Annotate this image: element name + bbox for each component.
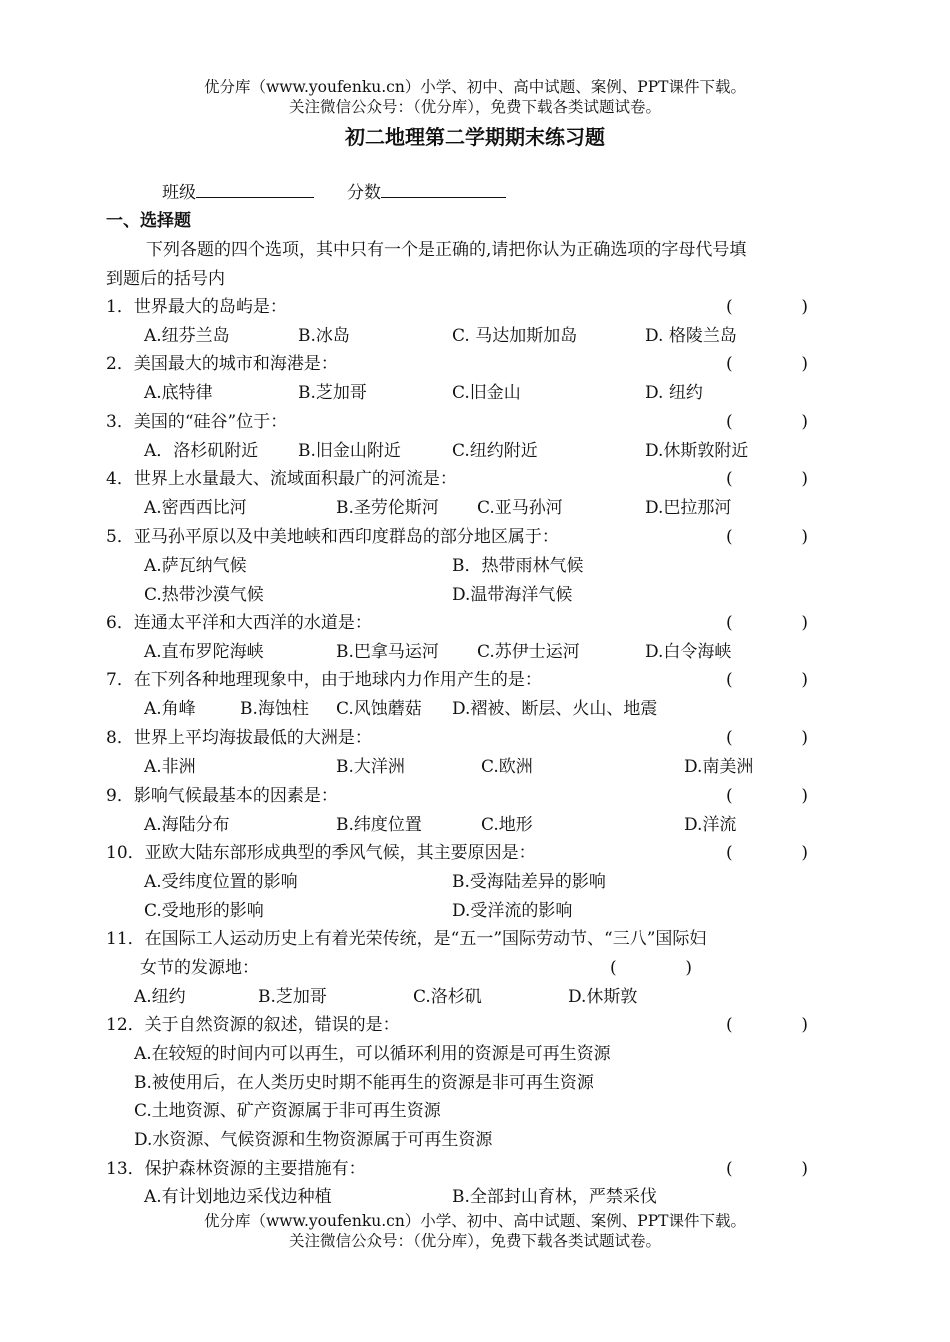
option-c: C.洛杉矶 xyxy=(413,987,482,1007)
option-c: C.热带沙漠气候 xyxy=(144,585,264,605)
option-d: D.巴拉那河 xyxy=(645,498,732,518)
question-stem: 13．保护森林资源的主要措施有： xyxy=(106,1159,366,1179)
question-stem: 7．在下列各种地理现象中，由于地球内力作用产生的是： xyxy=(106,670,542,690)
option-a: A.纽芬兰岛 xyxy=(144,326,230,346)
score-field xyxy=(347,181,506,204)
option-a: A.非洲 xyxy=(144,757,196,777)
option-b: B．热带雨林气候 xyxy=(452,556,584,576)
option-d: D.南美洲 xyxy=(684,757,754,777)
option-d: D.休斯敦 xyxy=(568,987,638,1007)
option-b: B.纬度位置 xyxy=(336,815,422,835)
option-b: B.全部封山育林，严禁采伐 xyxy=(452,1187,657,1207)
option-a: A.海陆分布 xyxy=(144,815,230,835)
option-b: B.大洋洲 xyxy=(336,757,405,777)
option-b: B.圣劳伦斯河 xyxy=(336,498,439,518)
option-a: A.角峰 xyxy=(144,699,196,719)
option-c: C.土地资源、矿产资源属于非可再生资源 xyxy=(134,1101,441,1121)
option-d: D.水资源、气候资源和生物资源属于可再生资源 xyxy=(134,1130,493,1150)
question-stem: 1．世界最大的岛屿是： xyxy=(106,297,287,317)
question-stem: 8．世界上平均海拔最低的大洲是： xyxy=(106,728,372,748)
score-label: 分数 xyxy=(347,183,381,203)
section-heading: 一、选择题 xyxy=(106,211,191,231)
option-a: A.纽约 xyxy=(134,987,186,1007)
header-line-1: 优分库（www.youfenku.cn）小学、初中、高中试题、案例、PPT课件下载。 xyxy=(203,78,747,96)
option-a: A.直布罗陀海峡 xyxy=(144,642,264,662)
page-title: 初二地理第二学期期末练习题 xyxy=(345,125,605,149)
footer-line-1: 优分库（www.youfenku.cn）小学、初中、高中试题、案例、PPT课件下载。 xyxy=(203,1212,747,1230)
question-stem: 2．美国最大的城市和海港是： xyxy=(106,354,338,374)
option-c: C. 马达加斯加岛 xyxy=(452,326,578,346)
question-stem: 4．世界上水量最大、流域面积最广的河流是： xyxy=(106,469,457,489)
option-b: B.芝加哥 xyxy=(298,383,367,403)
option-b: B.受海陆差异的影响 xyxy=(452,872,606,892)
footer-line-2: 关注微信公众号：（优分库），免费下载各类试题试卷。 xyxy=(288,1232,661,1250)
option-b: B.芝加哥 xyxy=(258,987,327,1007)
option-d: D.受洋流的影响 xyxy=(452,901,573,921)
option-b: B.海蚀柱 xyxy=(240,699,309,719)
question-stem-continued: 女节的发源地： xyxy=(140,958,259,978)
question-stem: 12．关于自然资源的叙述，错误的是： xyxy=(106,1015,400,1035)
option-a: A.底特律 xyxy=(144,383,213,403)
option-a: A.密西西比河 xyxy=(144,498,247,518)
option-a: A.萨瓦纳气候 xyxy=(144,556,247,576)
question-stem: 3．美国的“硅谷”位于： xyxy=(106,412,288,432)
option-d: D.洋流 xyxy=(684,815,737,835)
option-a: A.受纬度位置的影响 xyxy=(144,872,298,892)
header-line-2: 关注微信公众号：（优分库），免费下载各类试题试卷。 xyxy=(288,98,661,116)
option-d: D. 格陵兰岛 xyxy=(645,326,737,346)
class-label: 班级 xyxy=(162,183,196,203)
option-b: B.旧金山附近 xyxy=(298,441,401,461)
option-c: C.风蚀蘑菇 xyxy=(336,699,422,719)
option-d: D.休斯敦附近 xyxy=(645,441,749,461)
option-c: C.受地形的影响 xyxy=(144,901,264,921)
option-c: C.苏伊士运河 xyxy=(477,642,580,662)
exam-page: 优分库（www.youfenku.cn）小学、初中、高中试题、案例、PPT课件下载。 关注微信公众号：（优分库），免费下载各类试题试卷。 初二地理第二学期期末练习题 班级 分数 一、选择题 下列各题的四个选项，其中只有一个是正确的,请把你认为正确选项的字母代号填 到题后的括号内 1．世界最大的岛屿是： ( ) A.纽芬兰岛 B.冰岛 C. 马达加斯加岛 D. 格陵兰岛 2．美国最大的城市和海港是： ( ) A.底特律 B.芝加哥 C.旧金山 D. 纽约 3．美国的“硅谷”位于： ( ) A．洛杉矶附近 B.旧金山附近 C.纽约附近 D.休斯敦附近 4．世界上水量最大、流域面积最广的河流是： ( ) A.密西西比河 B.圣劳伦斯河 C.亚马孙河 D.巴拉那河 5．亚马孙平原以及中美地峡和西印度群岛的部分地区属于： ( ) A.萨瓦纳气候 B．热带雨林气候 C.热带沙漠气候 D.温带海洋气候 6．连通太平洋和大西洋的水道是： ( ) A.直布罗陀海峡 B.巴拿马运河 C.苏伊士运河 D.白令海峡 7．在下列各种地理现象中，由于地球内力作用产生的是： ( ) A.角峰 B.海蚀柱 C.风蚀蘑菇 D.褶被、断层、火山、地震 8．世界上平均海拔最低的大洲是： ( ) A.非洲 B.大洋洲 C.欧洲 D.南美洲 9．影响气候最基本的因素是： ( ) A.海陆分布 B.纬度位置 C.地形 D.洋流 10．亚欧大陆东部形成典型的季风气候，其主要原因是： ( ) A.受纬度位置的影响 B.受海陆差异的影响 C.受地形的影响 D.受洋流的影响 11．在国际工人运动历史上有着光荣传统，是“五一”国际劳动节、“三八”国际妇 女节的发源地： ( ) A.纽约 B.芝加哥 C.洛杉矶 D.休斯敦 12．关于自然资源的叙述，错误的是： ( ) A.在较短的时间内可以再生，可以循环利用的资源是可再生资源 B.被使用后，在人类历史时期不能再生的资源是非可再生资源 C.土地资源、矿产资源属于非可再生资源 D.水资源、气候资源和生物资源属于可再生资源 13．保护森林资源的主要措施有： ( ) A.有计划地边采伐边种植 B.全部封山育林，严禁采伐 优分库（www.youfenku.cn）小学、初中、高中试题、案例、PPT课件下载。 关注微信公众号：（优分库），免费下载各类试题试卷。 xyxy=(0,0,950,1342)
option-c: C.亚马孙河 xyxy=(477,498,563,518)
option-a: A.在较短的时间内可以再生，可以循环利用的资源是可再生资源 xyxy=(134,1044,611,1064)
option-b: B.被使用后，在人类历史时期不能再生的资源是非可再生资源 xyxy=(134,1073,594,1093)
class-blank[interactable] xyxy=(196,181,314,198)
option-d: D.褶被、断层、火山、地震 xyxy=(452,699,658,719)
option-d: D.温带海洋气候 xyxy=(452,585,573,605)
option-d: D.白令海峡 xyxy=(645,642,732,662)
option-a: A．洛杉矶附近 xyxy=(144,441,259,461)
class-field xyxy=(162,181,314,204)
option-c: C.旧金山 xyxy=(452,383,521,403)
question-stem: 9．影响气候最基本的因素是： xyxy=(106,786,338,806)
instruction-line-2: 到题后的括号内 xyxy=(106,269,225,289)
question-stem: 10．亚欧大陆东部形成典型的季风气候，其主要原因是： xyxy=(106,843,536,863)
question-stem: 11．在国际工人运动历史上有着光荣传统，是“五一”国际劳动节、“三八”国际妇 xyxy=(106,929,707,949)
option-b: B.巴拿马运河 xyxy=(336,642,439,662)
score-blank[interactable] xyxy=(381,181,506,198)
question-stem: 5．亚马孙平原以及中美地峡和西印度群岛的部分地区属于： xyxy=(106,527,559,547)
option-a: A.有计划地边采伐边种植 xyxy=(144,1187,332,1207)
option-d: D. 纽约 xyxy=(645,383,703,403)
option-c: C.纽约附近 xyxy=(452,441,538,461)
option-b: B.冰岛 xyxy=(298,326,350,346)
option-c: C.欧洲 xyxy=(481,757,533,777)
question-stem: 6．连通太平洋和大西洋的水道是： xyxy=(106,613,372,633)
option-c: C.地形 xyxy=(481,815,533,835)
instruction-line-1: 下列各题的四个选项，其中只有一个是正确的,请把你认为正确选项的字母代号填 xyxy=(146,240,747,260)
